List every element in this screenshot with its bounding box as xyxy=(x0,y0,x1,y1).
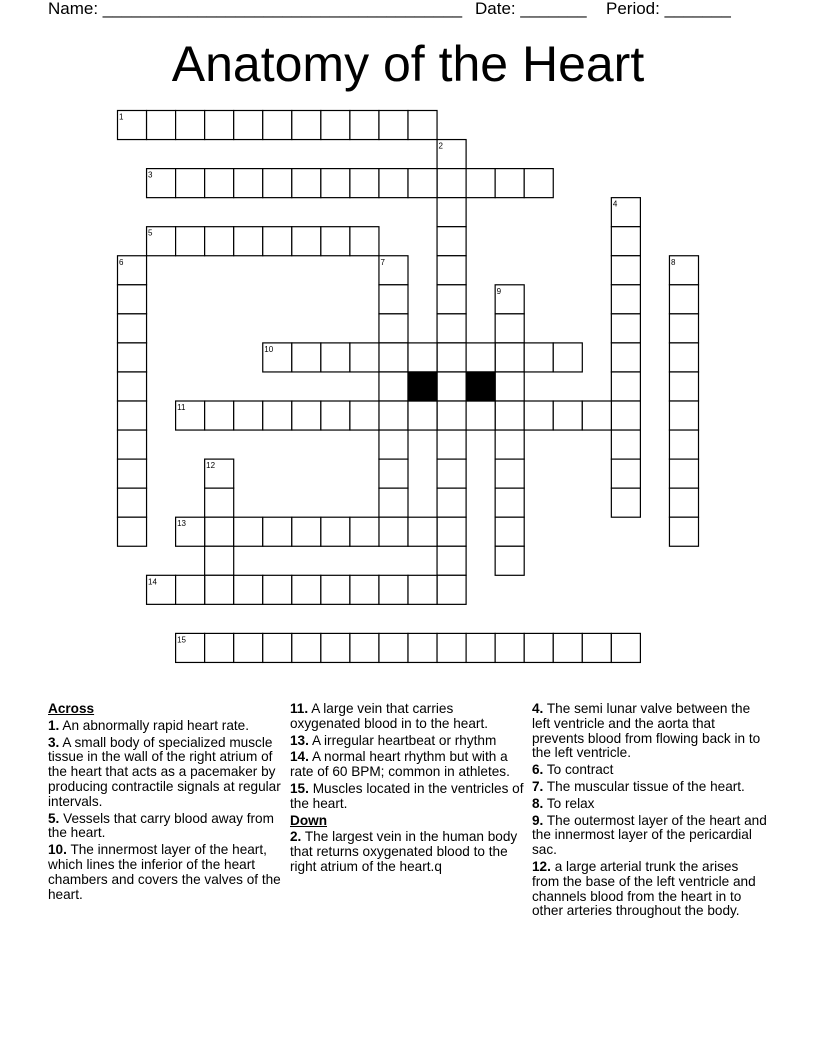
grid-cell[interactable] xyxy=(350,343,379,372)
grid-cell[interactable] xyxy=(263,575,292,604)
grid-cell[interactable] xyxy=(292,401,321,430)
grid-cell[interactable] xyxy=(379,459,408,488)
grid-cell[interactable] xyxy=(321,575,350,604)
grid-cell[interactable] xyxy=(379,488,408,517)
grid-cell[interactable] xyxy=(176,575,205,604)
grid-cell[interactable] xyxy=(118,401,147,430)
across-clue: 3. A small body of specialized muscle tissue in the wall of the right atrium of the heart that acts as a pacemaker by producing contractile signals at regular intervals. xyxy=(48,734,281,809)
grid-cell[interactable] xyxy=(118,343,147,372)
grid-cell[interactable] xyxy=(611,488,640,517)
grid-cell[interactable] xyxy=(118,517,147,546)
grid-cell[interactable] xyxy=(379,633,408,662)
grid-cell[interactable] xyxy=(669,459,698,488)
grid-cell[interactable] xyxy=(379,372,408,401)
grid-cell[interactable] xyxy=(582,401,611,430)
down-clue: 7. The muscular tissue of the heart. xyxy=(532,778,745,794)
grid-cell[interactable] xyxy=(350,517,379,546)
grid-cell[interactable] xyxy=(205,517,234,546)
grid-cell[interactable] xyxy=(205,111,234,140)
grid-cell[interactable] xyxy=(611,459,640,488)
grid-cell[interactable] xyxy=(379,575,408,604)
grid-cell[interactable] xyxy=(205,575,234,604)
clue-number: 15 xyxy=(177,635,187,645)
grid-cell[interactable] xyxy=(553,633,582,662)
grid-cell[interactable] xyxy=(669,401,698,430)
grid-cell[interactable] xyxy=(205,546,234,575)
clues-column-2 xyxy=(290,702,526,877)
grid-cell[interactable] xyxy=(379,430,408,459)
grid-cell[interactable] xyxy=(321,111,350,140)
grid-cell[interactable] xyxy=(292,111,321,140)
across-heading: Across xyxy=(48,701,95,716)
black-cell xyxy=(466,372,495,401)
down-clue: 9. The outermost layer of the heart and the innermost layer of the pericardial sac. xyxy=(532,812,767,858)
grid-cell[interactable] xyxy=(350,633,379,662)
grid-cell[interactable] xyxy=(495,169,524,198)
grid-cell[interactable] xyxy=(205,488,234,517)
across-clue: 15. Muscles located in the ventricles of the heart. xyxy=(290,780,524,811)
name-field[interactable]: Name: ______________________________________ xyxy=(48,0,463,18)
grid-cell[interactable] xyxy=(495,430,524,459)
grid-cell[interactable] xyxy=(408,343,437,372)
grid-cell[interactable] xyxy=(379,314,408,343)
grid-cell[interactable] xyxy=(669,517,698,546)
grid-cell[interactable] xyxy=(263,169,292,198)
grid-cell[interactable] xyxy=(176,111,205,140)
grid-cell[interactable] xyxy=(466,633,495,662)
across-clue: 10. The innermost layer of the heart, which lines the inferior of the heart chambers and covers the valves of the heart. xyxy=(48,842,281,902)
grid-cell[interactable] xyxy=(611,430,640,459)
grid-cell[interactable] xyxy=(495,633,524,662)
across-clue: 1. An abnormally rapid heart rate. xyxy=(48,717,250,733)
grid-cell[interactable] xyxy=(495,517,524,546)
grid-cell[interactable] xyxy=(118,314,147,343)
black-cell xyxy=(408,372,437,401)
grid-cell[interactable] xyxy=(669,372,698,401)
grid-cell[interactable] xyxy=(292,517,321,546)
grid-cell[interactable] xyxy=(176,169,205,198)
clues-column-3 xyxy=(532,702,768,921)
grid-cell[interactable] xyxy=(524,401,553,430)
grid-cell[interactable] xyxy=(321,633,350,662)
grid-cell[interactable] xyxy=(176,227,205,256)
grid-cell[interactable] xyxy=(611,633,640,662)
page-title: Anatomy of the Heart xyxy=(171,36,645,92)
across-clue: 11. A large vein that carries oxygenated blood in to the heart. xyxy=(290,701,489,731)
down-clue: 12. a large arterial trunk the arises from the base of the left ventricle and channels blood from the heart in to other arteries throughout the body. xyxy=(532,858,756,919)
across-clue: 13. A irregular heartbeat or rhythm xyxy=(290,732,497,748)
clue-number: 14 xyxy=(148,577,157,587)
grid-cell[interactable] xyxy=(379,401,408,430)
clue-number: 8 xyxy=(670,257,676,267)
grid-cell[interactable] xyxy=(611,343,640,372)
grid-cell[interactable] xyxy=(292,227,321,256)
grid-cell[interactable] xyxy=(495,372,524,401)
grid-cell[interactable] xyxy=(495,401,524,430)
grid-cell[interactable] xyxy=(408,111,437,140)
grid-cell[interactable] xyxy=(321,343,350,372)
grid-cell[interactable] xyxy=(669,285,698,314)
grid-cell[interactable] xyxy=(466,343,495,372)
grid-cell[interactable] xyxy=(582,633,611,662)
grid-cell[interactable] xyxy=(350,169,379,198)
grid-cell[interactable] xyxy=(292,575,321,604)
grid-cell[interactable] xyxy=(118,285,147,314)
grid-cell[interactable] xyxy=(350,111,379,140)
grid-cell[interactable] xyxy=(292,169,321,198)
grid-cell[interactable] xyxy=(495,314,524,343)
grid-cell[interactable] xyxy=(669,430,698,459)
down-clue: 6. To contract xyxy=(532,762,614,778)
grid-cell[interactable] xyxy=(437,314,466,343)
grid-cell[interactable] xyxy=(147,111,176,140)
grid-cell[interactable] xyxy=(437,227,466,256)
grid-cell[interactable] xyxy=(611,401,640,430)
grid-cell[interactable] xyxy=(205,169,234,198)
grid-cell[interactable] xyxy=(553,401,582,430)
grid-cell[interactable] xyxy=(292,633,321,662)
grid-cell[interactable] xyxy=(118,372,147,401)
grid-cell[interactable] xyxy=(437,343,466,372)
grid-cell[interactable] xyxy=(379,169,408,198)
grid-cell[interactable] xyxy=(350,401,379,430)
grid-cell[interactable] xyxy=(408,401,437,430)
grid-cell[interactable] xyxy=(408,633,437,662)
grid-cell[interactable] xyxy=(437,575,466,604)
grid-cell[interactable] xyxy=(408,517,437,546)
grid-cell[interactable] xyxy=(263,401,292,430)
grid-cell[interactable] xyxy=(437,401,466,430)
grid-cell[interactable] xyxy=(321,401,350,430)
grid-cell[interactable] xyxy=(350,575,379,604)
period-field[interactable]: Period: _______ xyxy=(606,0,731,18)
clue-number: 5 xyxy=(148,228,153,238)
grid-cell[interactable] xyxy=(611,285,640,314)
grid-cell[interactable] xyxy=(495,459,524,488)
grid-cell[interactable] xyxy=(611,314,640,343)
grid-cell[interactable] xyxy=(321,227,350,256)
grid-cell[interactable] xyxy=(495,488,524,517)
grid-cell[interactable] xyxy=(379,285,408,314)
date-field[interactable]: Date: _______ xyxy=(475,0,587,18)
clue-number: 7 xyxy=(380,257,385,267)
grid-cell[interactable] xyxy=(292,343,321,372)
clue-number: 10 xyxy=(264,344,274,354)
grid-cell[interactable] xyxy=(379,111,408,140)
down-clue: 2. The largest vein in the human body that returns oxygenated blood to the right atrium of the heart.q xyxy=(290,829,518,874)
grid-cell[interactable] xyxy=(437,430,466,459)
across-clue: 5. Vessels that carry blood away from the heart. xyxy=(48,810,274,841)
grid-cell[interactable] xyxy=(234,169,263,198)
grid-cell[interactable] xyxy=(408,575,437,604)
grid-cell[interactable] xyxy=(263,517,292,546)
grid-cell[interactable] xyxy=(263,111,292,140)
grid-cell[interactable] xyxy=(379,343,408,372)
clue-number: 2 xyxy=(438,141,444,151)
grid-cell[interactable] xyxy=(437,285,466,314)
clue-number: 12 xyxy=(206,461,216,471)
grid-cell[interactable] xyxy=(437,169,466,198)
clue-number: 4 xyxy=(612,199,618,209)
across-clue: 14. A normal heart rhythm but with a rate of 60 BPM; common in athletes. xyxy=(290,749,510,780)
grid-cell[interactable] xyxy=(321,517,350,546)
down-heading: Down xyxy=(290,812,327,828)
down-clue: 8. To relax xyxy=(532,795,595,811)
grid-cell[interactable] xyxy=(205,633,234,662)
grid-cell[interactable] xyxy=(524,633,553,662)
grid-cell[interactable] xyxy=(234,517,263,546)
grid-cell[interactable] xyxy=(234,633,263,662)
grid-cell[interactable] xyxy=(466,169,495,198)
grid-cell[interactable] xyxy=(611,372,640,401)
grid-cell[interactable] xyxy=(553,343,582,372)
grid-cell[interactable] xyxy=(350,227,379,256)
grid-cell[interactable] xyxy=(669,314,698,343)
grid-cell[interactable] xyxy=(611,256,640,285)
grid-cell[interactable] xyxy=(437,198,466,227)
grid-cell[interactable] xyxy=(408,169,437,198)
grid-cell[interactable] xyxy=(234,575,263,604)
grid-cell[interactable] xyxy=(669,343,698,372)
grid-cell[interactable] xyxy=(437,256,466,285)
grid-cell[interactable] xyxy=(495,546,524,575)
grid-cell[interactable] xyxy=(437,546,466,575)
grid-cell[interactable] xyxy=(263,227,292,256)
grid-cell[interactable] xyxy=(669,488,698,517)
grid-cell[interactable] xyxy=(437,488,466,517)
clues-column-1 xyxy=(48,702,284,904)
grid-cell[interactable] xyxy=(437,633,466,662)
clue-number: 11 xyxy=(177,403,186,412)
grid-cell[interactable] xyxy=(466,401,495,430)
grid-cell[interactable] xyxy=(234,111,263,140)
clue-number: 6 xyxy=(119,257,124,267)
grid-cell[interactable] xyxy=(234,401,263,430)
grid-cell[interactable] xyxy=(437,517,466,546)
grid-cell[interactable] xyxy=(118,488,147,517)
clue-number: 1 xyxy=(119,112,124,122)
grid-cell[interactable] xyxy=(437,372,466,401)
grid-cell[interactable] xyxy=(205,401,234,430)
clue-number: 9 xyxy=(496,286,502,296)
clue-number: 3 xyxy=(148,170,153,180)
down-clue: 4. The semi lunar valve between the left ventricle and the aorta that prevents blood from flowing back in to the left ventricle. xyxy=(532,701,761,761)
grid-cell[interactable] xyxy=(611,227,640,256)
grid-cell[interactable] xyxy=(524,169,553,198)
grid-cell[interactable] xyxy=(437,459,466,488)
grid-cell[interactable] xyxy=(321,169,350,198)
grid-cell[interactable] xyxy=(524,343,553,372)
grid-cell[interactable] xyxy=(495,343,524,372)
grid-cell[interactable] xyxy=(118,459,147,488)
grid-cell[interactable] xyxy=(118,430,147,459)
clue-number: 13 xyxy=(177,519,187,529)
grid-cell[interactable] xyxy=(263,633,292,662)
grid-cell[interactable] xyxy=(379,517,408,546)
grid-cell[interactable] xyxy=(234,227,263,256)
grid-cell[interactable] xyxy=(205,227,234,256)
